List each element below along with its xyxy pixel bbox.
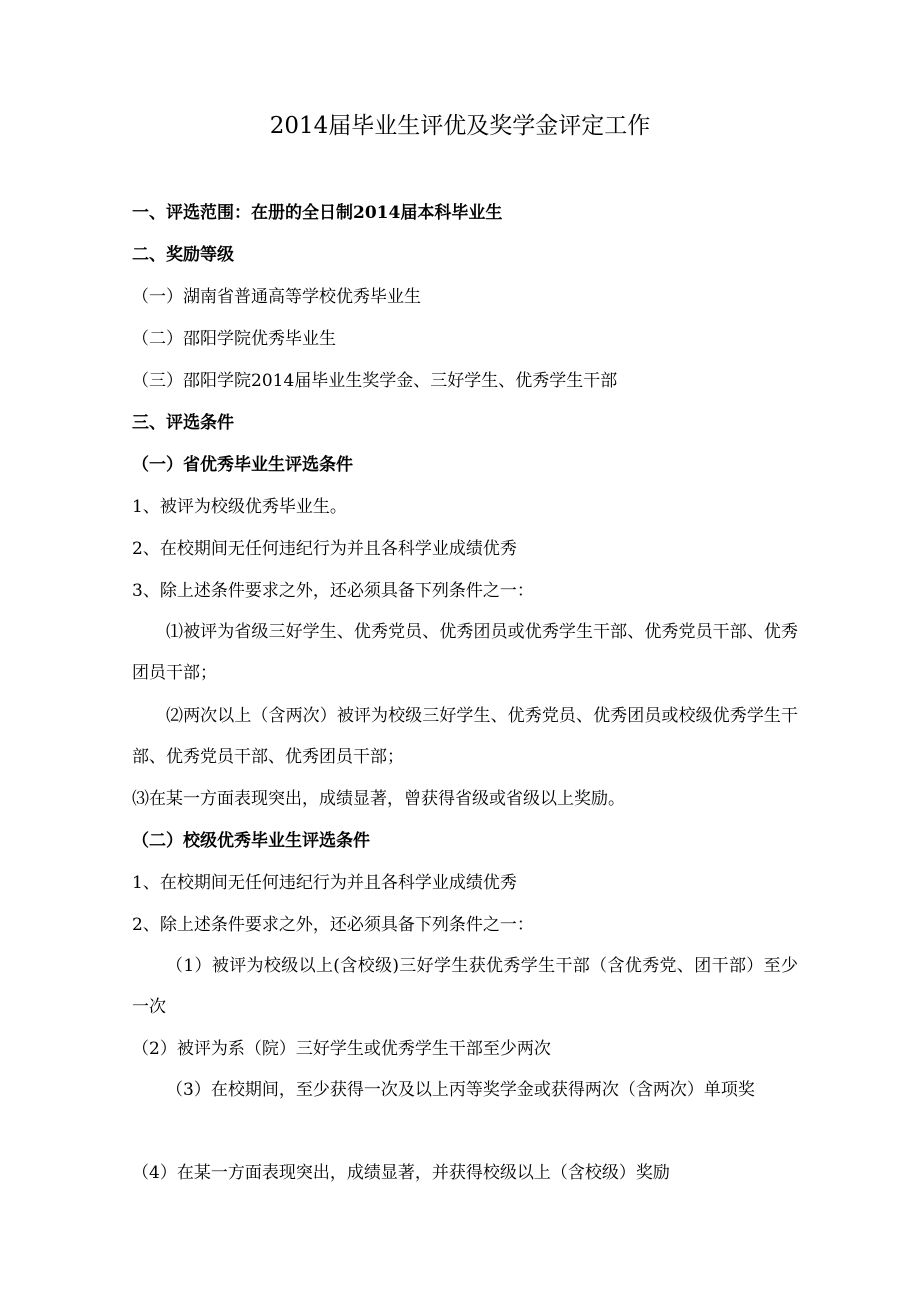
subsection-provincial-criteria: （一）省优秀毕业生评选条件 [132,455,353,475]
section-scope: 一、评选范围：在册的全日制2014届本科毕业生 [132,203,503,223]
criteria-subitem: （2）被评为系（院）三好学生或优秀学生干部至少两次 [132,1039,551,1059]
criteria-subitem: （1）被评为校级以上(含校级)三好学生获优秀学生干部（含优秀党、团干部）至少一次 [132,956,798,1017]
criteria-subitem: ⑵两次以上（含两次）被评为校级三好学生、优秀党员、优秀团员或校级优秀学生干部、优秀党员干部、优秀团员干部； [132,706,798,767]
award-level-school: （二）邵阳学院优秀毕业生 [132,329,336,349]
subsection-school-criteria: （二）校级优秀毕业生评选条件 [132,831,370,851]
criteria-subitem: ⑶在某一方面表现突出，成绩显著，曾获得省级或省级以上奖励。 [132,789,625,809]
document-title: 2014届毕业生评优及奖学金评定工作 [269,113,651,139]
criteria-subitem: （3）在校期间，至少获得一次及以上丙等奖学金或获得两次（含两次）单项奖 [166,1080,755,1100]
criteria-subitem: ⑴被评为省级三好学生、优秀党员、优秀团员或优秀学生干部、优秀党员干部、优秀团员干部； [132,622,798,683]
criteria-item: 3、除上述条件要求之外，还必须具备下列条件之一： [132,581,534,601]
section-criteria: 三、评选条件 [132,413,234,433]
section-award-levels: 二、奖励等级 [132,245,234,265]
criteria-item: 2、除上述条件要求之外，还必须具备下列条件之一： [132,915,534,935]
criteria-item: 1、被评为校级优秀毕业生。 [132,497,347,517]
criteria-item: 2、在校期间无任何违纪行为并且各科学业成绩优秀 [132,539,517,559]
award-level-scholarship: （三）邵阳学院2014届毕业生奖学金、三好学生、优秀学生干部 [132,371,618,391]
criteria-subitem: （4）在某一方面表现突出，成绩显著，并获得校级以上（含校级）奖励 [132,1163,670,1183]
award-level-provincial: （一）湖南省普通高等学校优秀毕业生 [132,287,421,307]
criteria-item: 1、在校期间无任何违纪行为并且各科学业成绩优秀 [132,873,517,893]
